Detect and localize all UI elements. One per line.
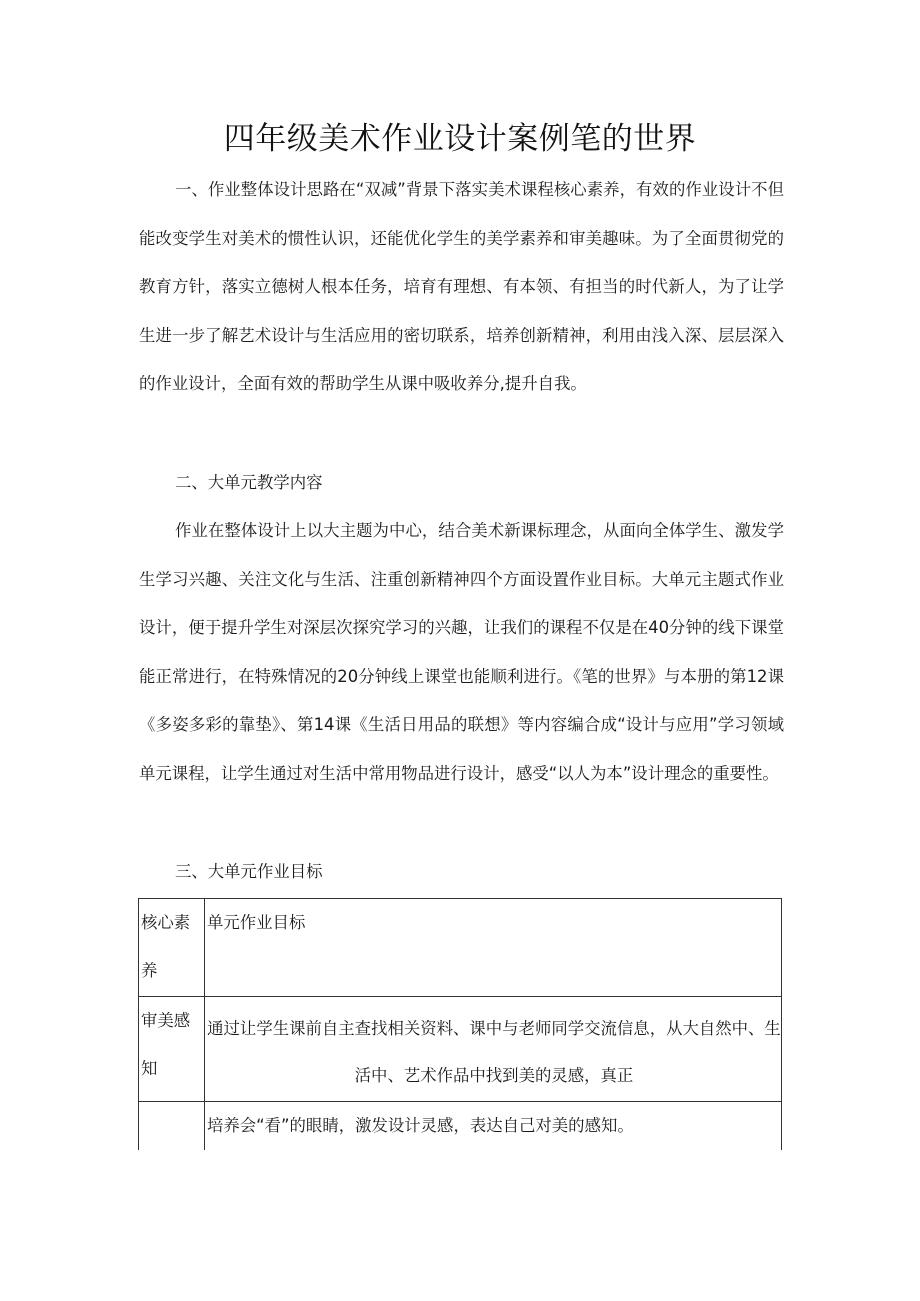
table-header-goal: 单元作业目标 [205, 899, 782, 997]
section-design-idea: 一、作业整体设计思路在“双减”背景下落实美术课程核心素养，有效的作业设计不但能改变学生对美术的惯性认识，还能优化学生的美学素养和审美趣味。为了全面贯彻党的教育方针，落实立德树人根本任务，培育有理想、有本领、有担当的时代新人，为了让学生进一步了解艺术设计与生活应用的密切联系，培养创新精神，利用由浅入深、层层深入的作业设计，全面有效的帮助学生从课中吸收养分,提升自我。 [139, 180, 784, 393]
section-heading-unit-goals: 三、大单元作业目标 [175, 862, 323, 881]
document-title: 四年级美术作业设计案例笔的世界 [223, 121, 697, 157]
table-cell-core: 审美感知 [139, 997, 205, 1102]
table-row [139, 1102, 782, 1151]
table-cell-goal: 培养会“看”的眼睛，激发设计灵感，表达自己对美的感知。 [205, 1102, 782, 1151]
section-heading-unit-content: 二、大单元教学内容 [175, 473, 323, 492]
table-header-row [139, 899, 782, 997]
section-unit-content: 作业在整体设计上以大主题为中心，结合美术新课标理念，从面向全体学生、激发学生学习兴趣、关注文化与生活、注重创新精神四个方面设置作业目标。大单元主题式作业设计，便于提升学生对深层次探究学习的兴趣，让我们的课程不仅是在40分钟的线下课堂能正常进行，在特殊情况的20分钟线上课堂也能顺利进行。《笔的世界》与本册的第12课《多姿多彩的靠垫》、第14课《生活日用品的联想》等内容编合成“设计与应用”学习领域单元课程，让学生通过对生活中常用物品进行设计，感受“以人为本”设计理念的重要性。 [139, 521, 784, 783]
table-row [139, 997, 782, 1102]
table-header-core: 核心素养 [139, 899, 205, 997]
unit-goal-table [138, 898, 782, 1150]
table-cell-core [139, 1102, 205, 1151]
table-cell-goal: 通过让学生课前自主查找相关资料、课中与老师同学交流信息，从大自然中、生活中、艺术作品中找到美的灵感，真正 [205, 997, 782, 1102]
